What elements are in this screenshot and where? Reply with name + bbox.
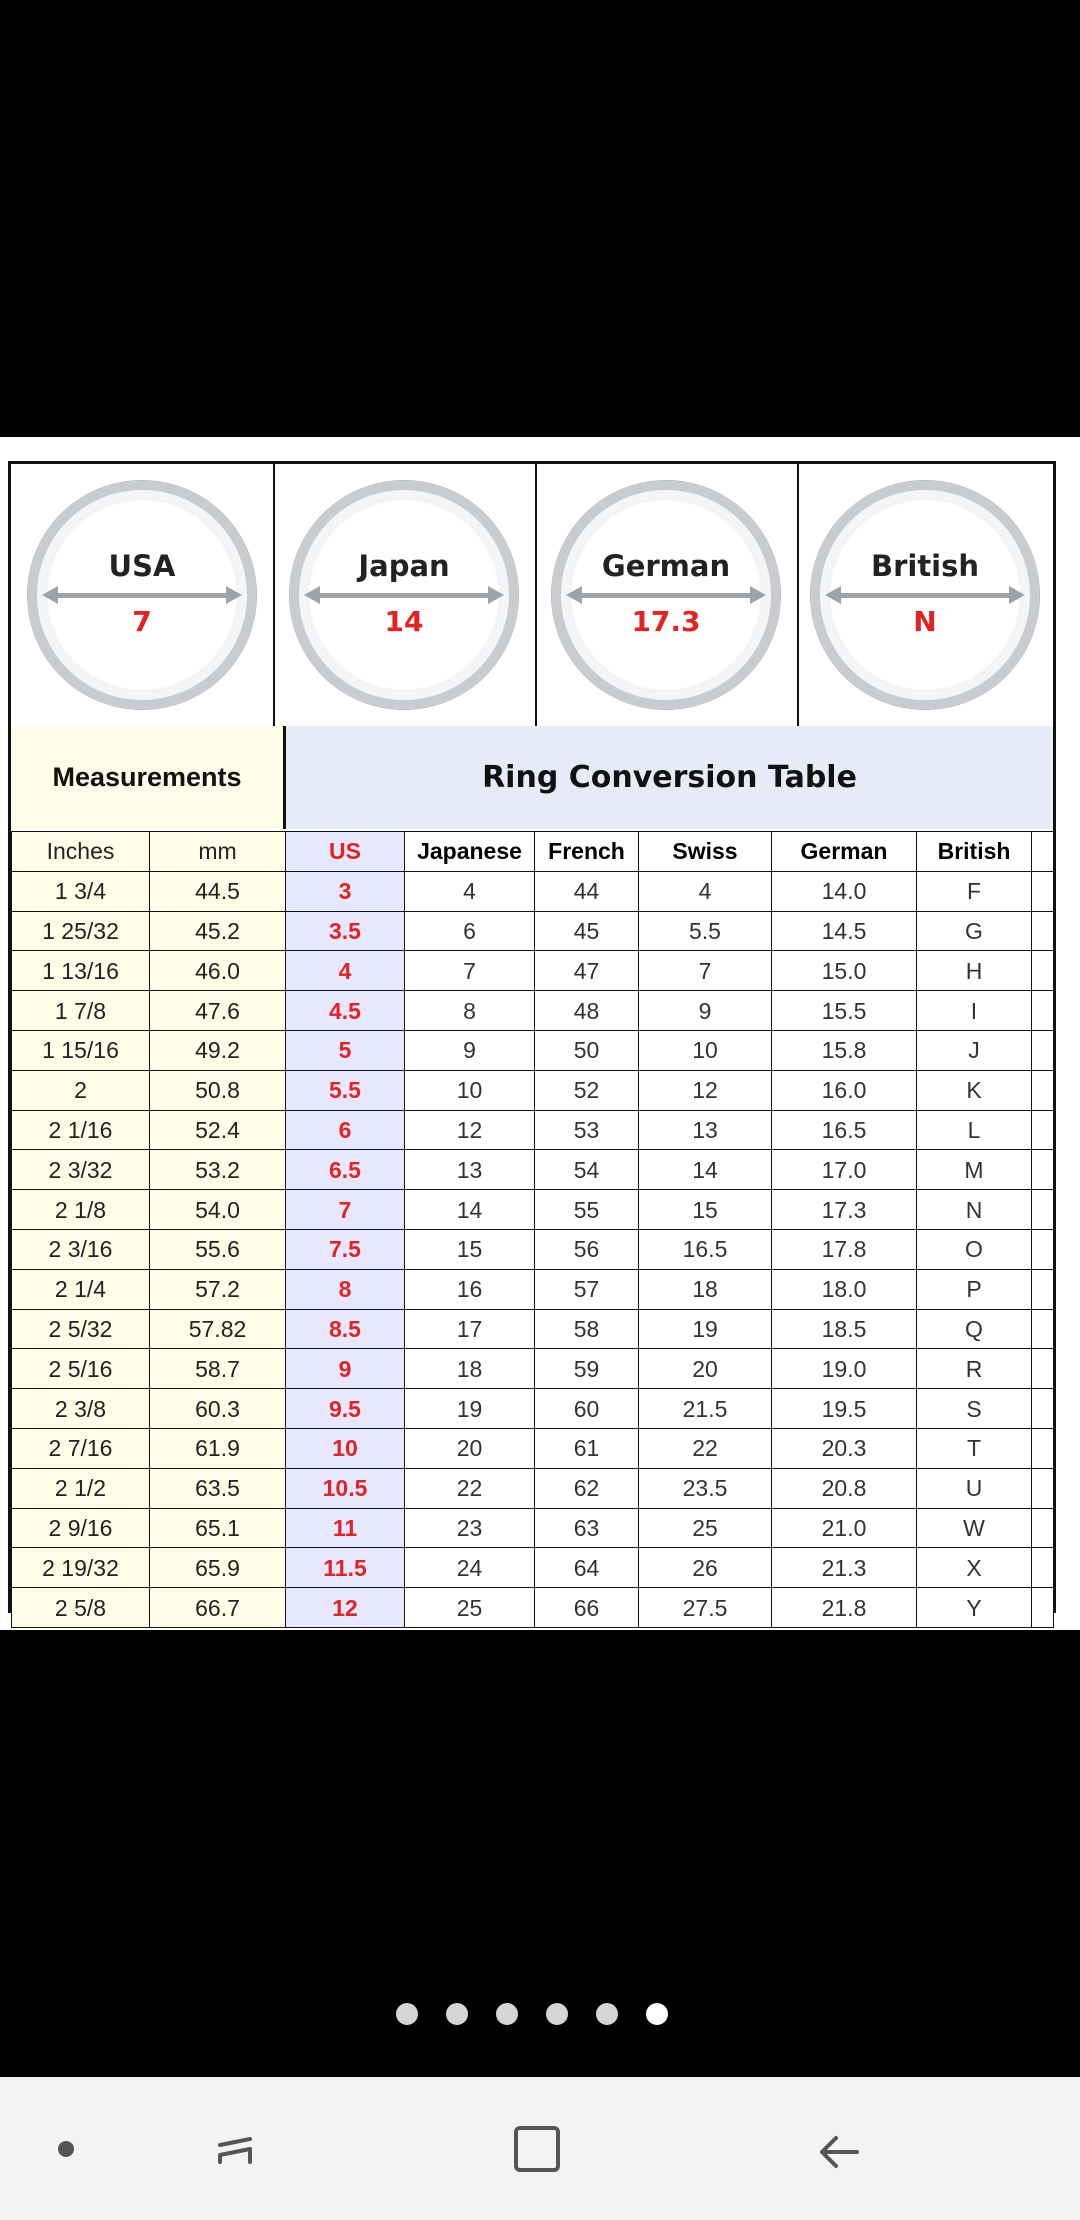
french-size-cell: 60 (535, 1389, 639, 1429)
french-size-cell: 54 (535, 1150, 639, 1190)
table-edge-spacer (1032, 1349, 1054, 1389)
table-row (12, 1508, 1054, 1548)
us-size-cell: 11 (286, 1508, 405, 1548)
mm-cell: 46.0 (150, 951, 286, 991)
mm-cell: 57.82 (150, 1309, 286, 1349)
mm-cell: 66.7 (150, 1588, 286, 1628)
german-size-cell: 15.5 (772, 991, 917, 1031)
table-row (12, 1070, 1054, 1110)
german-size-cell: 17.8 (772, 1229, 917, 1269)
inches-cell: 1 13/16 (12, 951, 150, 991)
french-size-cell: 48 (535, 991, 639, 1031)
mm-cell: 57.2 (150, 1269, 286, 1309)
swiss-size-cell: 10 (639, 1030, 772, 1070)
table-row (12, 1428, 1054, 1468)
british-ring-cell (797, 464, 1053, 726)
header-us: US (286, 832, 405, 872)
swiss-size-cell: 18 (639, 1269, 772, 1309)
japan-ring-cell (273, 464, 537, 726)
german-size-cell: 16.5 (772, 1110, 917, 1150)
back-icon[interactable] (812, 2125, 866, 2179)
table-edge-spacer (1032, 951, 1054, 991)
german-size-cell: 17.0 (772, 1150, 917, 1190)
japanese-size-cell: 4 (405, 871, 535, 911)
british-size-cell: U (917, 1468, 1032, 1508)
usa-ring-value: 7 (132, 605, 152, 638)
inches-cell: 2 1/2 (12, 1468, 150, 1508)
german-size-cell: 15.8 (772, 1030, 917, 1070)
us-size-cell: 5.5 (286, 1070, 405, 1110)
pager-dot[interactable] (496, 2003, 518, 2025)
swiss-size-cell: 5.5 (639, 911, 772, 951)
table-edge-spacer (1032, 1070, 1054, 1110)
android-navigation-bar (0, 2077, 1080, 2220)
british-ring-value: N (913, 605, 937, 638)
french-size-cell: 53 (535, 1110, 639, 1150)
japanese-size-cell: 6 (405, 911, 535, 951)
table-row (12, 1229, 1054, 1269)
usa-ring-label: USA (108, 549, 176, 583)
british-size-cell: N (917, 1190, 1032, 1230)
british-size-cell: G (917, 911, 1032, 951)
pager-dot[interactable] (596, 2003, 618, 2025)
table-edge-spacer (1032, 1190, 1054, 1230)
ring-conversion-table-title: Ring Conversion Table (286, 726, 1053, 829)
us-size-cell: 6.5 (286, 1150, 405, 1190)
british-size-cell: R (917, 1349, 1032, 1389)
british-size-cell: F (917, 871, 1032, 911)
swiss-size-cell: 4 (639, 871, 772, 911)
french-size-cell: 58 (535, 1309, 639, 1349)
british-ring-icon (811, 481, 1039, 709)
swiss-size-cell: 9 (639, 991, 772, 1031)
german-ring-icon (552, 481, 780, 709)
german-size-cell: 20.3 (772, 1428, 917, 1468)
table-row (12, 1548, 1054, 1588)
inches-cell: 2 1/8 (12, 1190, 150, 1230)
inches-cell: 1 15/16 (12, 1030, 150, 1070)
us-size-cell: 4 (286, 951, 405, 991)
home-icon[interactable] (514, 2126, 560, 2172)
us-size-cell: 8 (286, 1269, 405, 1309)
french-size-cell: 52 (535, 1070, 639, 1110)
table-body (12, 871, 1054, 1627)
british-ring-label: British (870, 549, 980, 583)
table-row (12, 1030, 1054, 1070)
table-edge-spacer (1032, 1030, 1054, 1070)
table-title-row (11, 726, 1053, 833)
mm-cell: 47.6 (150, 991, 286, 1031)
us-size-cell: 10 (286, 1428, 405, 1468)
us-size-cell: 10.5 (286, 1468, 405, 1508)
ring-size-conversion-image (8, 461, 1056, 1621)
us-size-cell: 5 (286, 1030, 405, 1070)
inches-cell: 2 1/16 (12, 1110, 150, 1150)
french-size-cell: 66 (535, 1588, 639, 1628)
japan-ring-label: Japan (358, 549, 450, 583)
german-size-cell: 18.5 (772, 1309, 917, 1349)
image-pager[interactable] (396, 2003, 668, 2029)
table-edge-spacer (1032, 1110, 1054, 1150)
table-edge-spacer (1032, 1309, 1054, 1349)
table-edge-spacer (1032, 1229, 1054, 1269)
mm-cell: 52.4 (150, 1110, 286, 1150)
swiss-size-cell: 21.5 (639, 1389, 772, 1429)
japanese-size-cell: 10 (405, 1070, 535, 1110)
german-size-cell: 17.3 (772, 1190, 917, 1230)
swiss-size-cell: 22 (639, 1428, 772, 1468)
french-size-cell: 64 (535, 1548, 639, 1588)
table-row (12, 911, 1054, 951)
table-edge-spacer (1032, 1150, 1054, 1190)
mm-cell: 45.2 (150, 911, 286, 951)
inches-cell: 2 5/32 (12, 1309, 150, 1349)
british-size-cell: T (917, 1428, 1032, 1468)
measurements-title: Measurements (11, 726, 286, 829)
british-size-cell: W (917, 1508, 1032, 1548)
german-size-cell: 16.0 (772, 1070, 917, 1110)
us-size-cell: 8.5 (286, 1309, 405, 1349)
french-size-cell: 50 (535, 1030, 639, 1070)
swiss-size-cell: 25 (639, 1508, 772, 1548)
french-size-cell: 57 (535, 1269, 639, 1309)
swiss-size-cell: 12 (639, 1070, 772, 1110)
german-size-cell: 14.5 (772, 911, 917, 951)
japanese-size-cell: 22 (405, 1468, 535, 1508)
us-size-cell: 11.5 (286, 1548, 405, 1588)
ring-examples-row (11, 464, 1053, 729)
british-size-cell: H (917, 951, 1032, 991)
mm-cell: 61.9 (150, 1428, 286, 1468)
japanese-size-cell: 20 (405, 1428, 535, 1468)
image-viewer-panel[interactable] (0, 437, 1080, 1630)
header-inches: Inches (12, 832, 150, 872)
header-british: British (917, 832, 1032, 872)
inches-cell: 2 19/32 (12, 1548, 150, 1588)
ring-conversion-table (11, 831, 1054, 1628)
swiss-size-cell: 19 (639, 1309, 772, 1349)
table-edge-spacer (1032, 1548, 1054, 1588)
recent-apps-icon[interactable] (212, 2127, 260, 2175)
swiss-size-cell: 13 (639, 1110, 772, 1150)
german-size-cell: 20.8 (772, 1468, 917, 1508)
swiss-size-cell: 23.5 (639, 1468, 772, 1508)
british-size-cell: X (917, 1548, 1032, 1588)
japan-ring-icon (290, 481, 518, 709)
us-size-cell: 7.5 (286, 1229, 405, 1269)
french-size-cell: 56 (535, 1229, 639, 1269)
french-size-cell: 47 (535, 951, 639, 991)
inches-cell: 2 3/32 (12, 1150, 150, 1190)
swiss-size-cell: 7 (639, 951, 772, 991)
us-size-cell: 3.5 (286, 911, 405, 951)
french-size-cell: 59 (535, 1349, 639, 1389)
table-edge-spacer (1032, 1269, 1054, 1309)
inches-cell: 2 1/4 (12, 1269, 150, 1309)
active-pager-dot[interactable] (646, 2003, 668, 2025)
mm-cell: 49.2 (150, 1030, 286, 1070)
inches-cell: 2 5/16 (12, 1349, 150, 1389)
japanese-size-cell: 17 (405, 1309, 535, 1349)
table-edge-spacer (1032, 1468, 1054, 1508)
table-row (12, 1588, 1054, 1628)
japan-ring-value: 14 (384, 605, 424, 638)
swiss-size-cell: 16.5 (639, 1229, 772, 1269)
header-french: French (535, 832, 639, 872)
japanese-size-cell: 15 (405, 1229, 535, 1269)
mm-cell: 54.0 (150, 1190, 286, 1230)
mm-cell: 50.8 (150, 1070, 286, 1110)
header-german: German (772, 832, 917, 872)
british-size-cell: P (917, 1269, 1032, 1309)
british-size-cell: Y (917, 1588, 1032, 1628)
mm-cell: 58.7 (150, 1349, 286, 1389)
french-size-cell: 55 (535, 1190, 639, 1230)
british-size-cell: S (917, 1389, 1032, 1429)
british-size-cell: Q (917, 1309, 1032, 1349)
british-size-cell: K (917, 1070, 1032, 1110)
japanese-size-cell: 14 (405, 1190, 535, 1230)
swiss-size-cell: 26 (639, 1548, 772, 1588)
japanese-size-cell: 23 (405, 1508, 535, 1548)
german-size-cell: 21.8 (772, 1588, 917, 1628)
table-row (12, 1150, 1054, 1190)
japanese-size-cell: 13 (405, 1150, 535, 1190)
us-size-cell: 7 (286, 1190, 405, 1230)
measurement-arrow-icon (578, 593, 754, 598)
french-size-cell: 62 (535, 1468, 639, 1508)
table-row (12, 991, 1054, 1031)
inches-cell: 1 7/8 (12, 991, 150, 1031)
inches-cell: 1 3/4 (12, 871, 150, 911)
table-row (12, 1389, 1054, 1429)
german-ring-value: 17.3 (631, 605, 701, 638)
japanese-size-cell: 18 (405, 1349, 535, 1389)
us-size-cell: 6 (286, 1110, 405, 1150)
japanese-size-cell: 16 (405, 1269, 535, 1309)
table-edge-spacer (1032, 871, 1054, 911)
german-size-cell: 19.0 (772, 1349, 917, 1389)
inches-cell: 2 7/16 (12, 1428, 150, 1468)
mm-cell: 65.9 (150, 1548, 286, 1588)
table-row (12, 871, 1054, 911)
japanese-size-cell: 12 (405, 1110, 535, 1150)
british-size-cell: M (917, 1150, 1032, 1190)
japanese-size-cell: 7 (405, 951, 535, 991)
table-edge-spacer (1032, 1508, 1054, 1548)
table-edge-spacer (1032, 1389, 1054, 1429)
german-ring-label: German (601, 549, 731, 583)
table-header-row (12, 832, 1054, 872)
german-ring-cell (535, 464, 799, 726)
table-row (12, 1309, 1054, 1349)
measurement-arrow-icon (54, 593, 230, 598)
measurement-arrow-icon (837, 593, 1013, 598)
table-row (12, 1349, 1054, 1389)
french-size-cell: 45 (535, 911, 639, 951)
pager-dot[interactable] (396, 2003, 418, 2025)
usa-ring-cell (11, 464, 275, 726)
inches-cell: 1 25/32 (12, 911, 150, 951)
british-size-cell: O (917, 1229, 1032, 1269)
us-size-cell: 12 (286, 1588, 405, 1628)
table-row (12, 1468, 1054, 1508)
french-size-cell: 61 (535, 1428, 639, 1468)
japanese-size-cell: 8 (405, 991, 535, 1031)
inches-cell: 2 5/8 (12, 1588, 150, 1628)
us-size-cell: 3 (286, 871, 405, 911)
table-edge-spacer (1032, 832, 1054, 872)
table-edge-spacer (1032, 1588, 1054, 1628)
table-edge-spacer (1032, 1428, 1054, 1468)
inches-cell: 2 (12, 1070, 150, 1110)
mm-cell: 55.6 (150, 1229, 286, 1269)
japanese-size-cell: 19 (405, 1389, 535, 1429)
german-size-cell: 18.0 (772, 1269, 917, 1309)
french-size-cell: 63 (535, 1508, 639, 1548)
table-edge-spacer (1032, 991, 1054, 1031)
header-japanese: Japanese (405, 832, 535, 872)
inches-cell: 2 3/8 (12, 1389, 150, 1429)
header-swiss: Swiss (639, 832, 772, 872)
german-size-cell: 21.0 (772, 1508, 917, 1548)
british-size-cell: J (917, 1030, 1032, 1070)
british-size-cell: I (917, 991, 1032, 1031)
german-size-cell: 14.0 (772, 871, 917, 911)
navigation-dot-icon (58, 2141, 74, 2157)
british-size-cell: L (917, 1110, 1032, 1150)
mm-cell: 63.5 (150, 1468, 286, 1508)
japanese-size-cell: 9 (405, 1030, 535, 1070)
pager-dot[interactable] (446, 2003, 468, 2025)
mm-cell: 44.5 (150, 871, 286, 911)
mm-cell: 60.3 (150, 1389, 286, 1429)
table-edge-spacer (1032, 911, 1054, 951)
table-row (12, 1110, 1054, 1150)
us-size-cell: 9.5 (286, 1389, 405, 1429)
japanese-size-cell: 24 (405, 1548, 535, 1588)
inches-cell: 2 3/16 (12, 1229, 150, 1269)
german-size-cell: 15.0 (772, 951, 917, 991)
us-size-cell: 4.5 (286, 991, 405, 1031)
pager-dot[interactable] (546, 2003, 568, 2025)
mm-cell: 65.1 (150, 1508, 286, 1548)
mm-cell: 53.2 (150, 1150, 286, 1190)
german-size-cell: 19.5 (772, 1389, 917, 1429)
swiss-size-cell: 14 (639, 1150, 772, 1190)
japanese-size-cell: 25 (405, 1588, 535, 1628)
us-size-cell: 9 (286, 1349, 405, 1389)
measurement-arrow-icon (316, 593, 492, 598)
german-size-cell: 21.3 (772, 1548, 917, 1588)
table-row (12, 1269, 1054, 1309)
swiss-size-cell: 27.5 (639, 1588, 772, 1628)
swiss-size-cell: 15 (639, 1190, 772, 1230)
table-row (12, 951, 1054, 991)
swiss-size-cell: 20 (639, 1349, 772, 1389)
french-size-cell: 44 (535, 871, 639, 911)
usa-ring-icon (28, 481, 256, 709)
inches-cell: 2 9/16 (12, 1508, 150, 1548)
table-row (12, 1190, 1054, 1230)
header-mm: mm (150, 832, 286, 872)
